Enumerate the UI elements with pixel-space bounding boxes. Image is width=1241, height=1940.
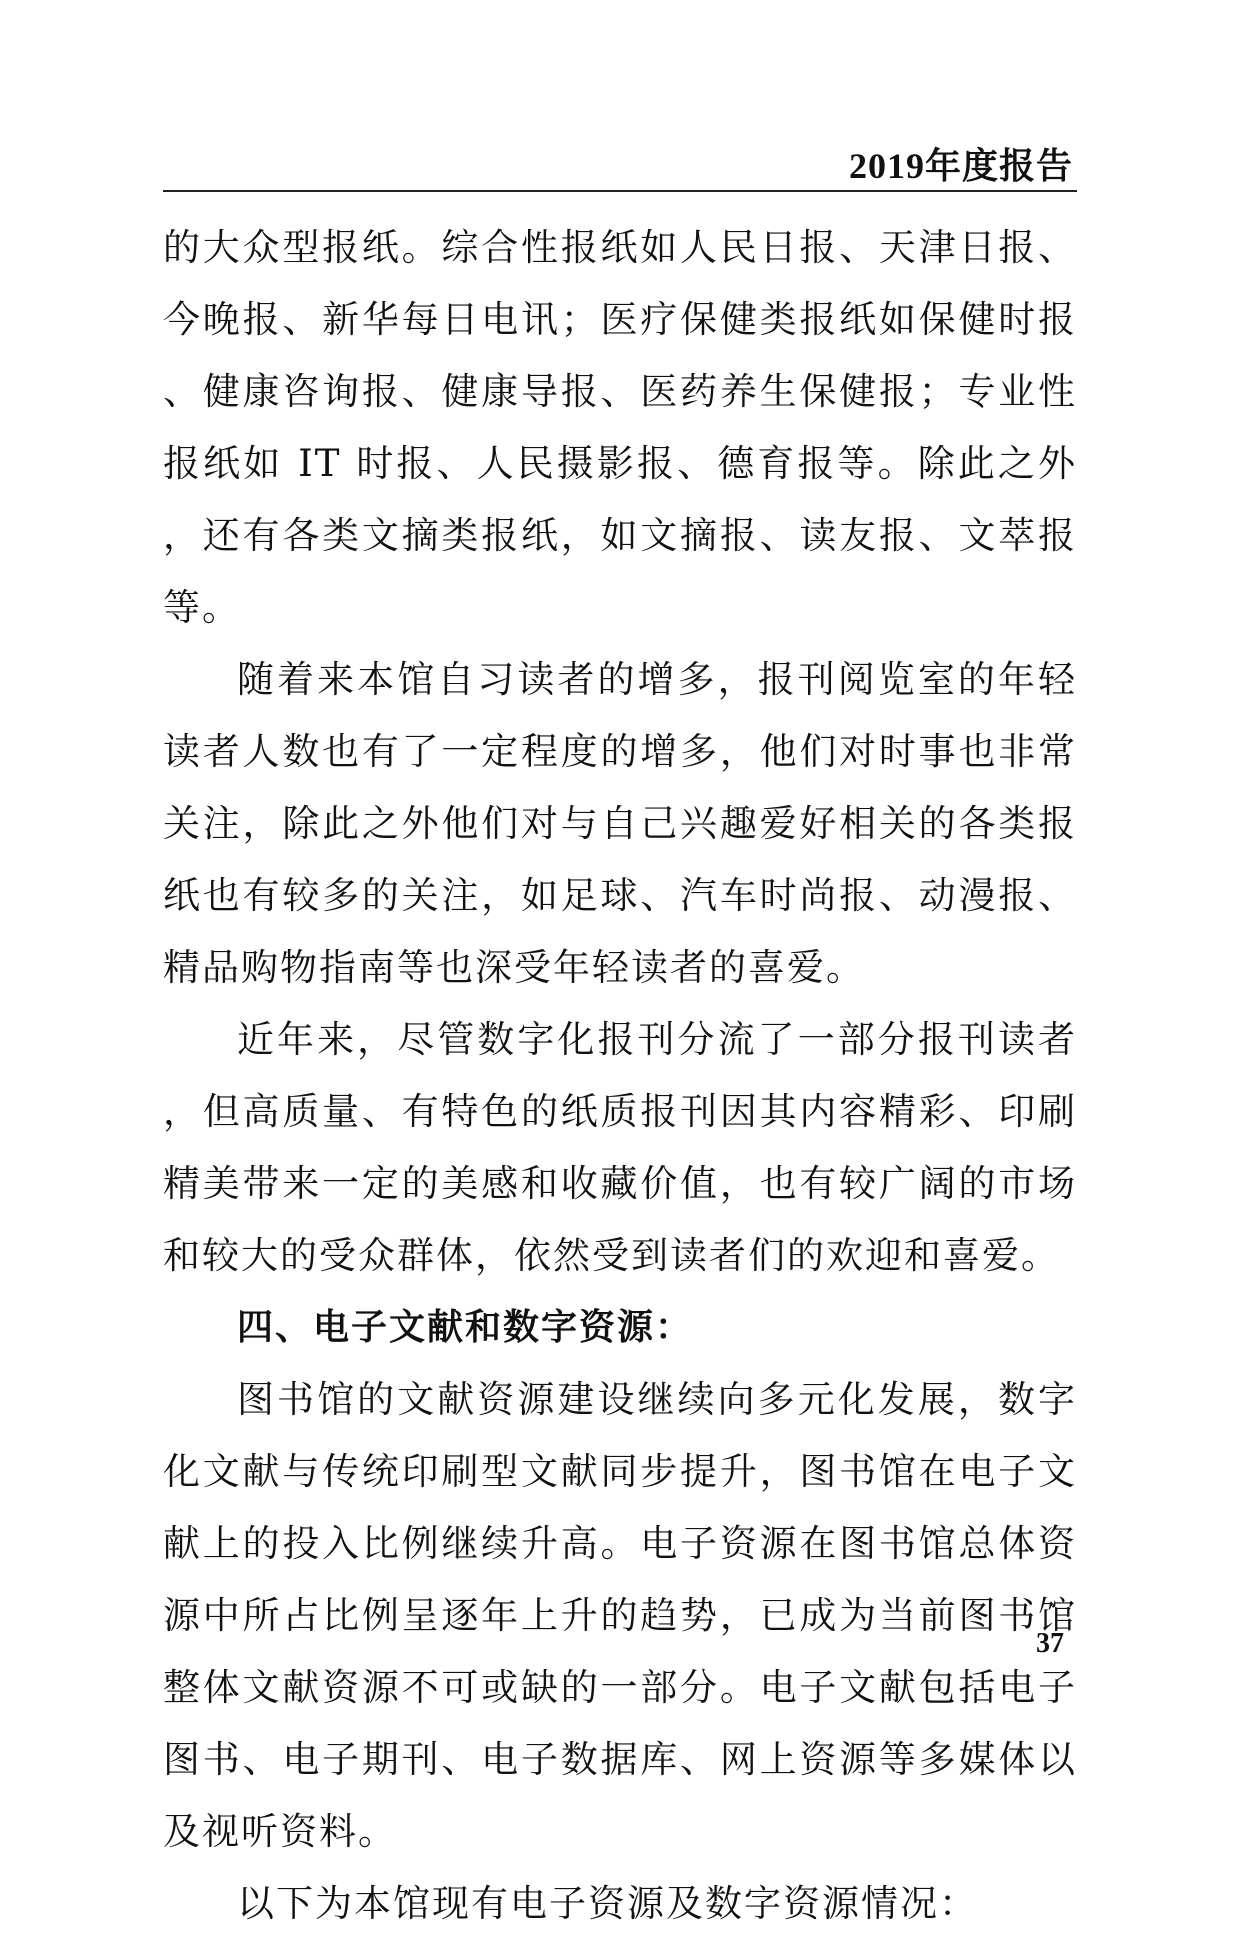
body-text <box>163 212 1077 1940</box>
paragraph-newspaper-types: 的大众型报纸。综合性报纸如人民日报、天津日报、今晚报、新华每日电讯；医疗保健类报纸如保健时报、健康咨询报、健康导报、医药养生保健报；专业性报纸如 IT 时报、人民摄影报、德育报等。除此之外，还有各类文摘类报纸，如文摘报、读友报、文萃报等。 <box>163 226 1077 629</box>
page-number: 37 <box>1036 1628 1064 1659</box>
paragraph-digital-resources: 图书馆的文献资源建设继续向多元化发展，数字化文献与传统印刷型文献同步提升，图书馆在电子文献上的投入比例继续升高。电子资源在图书馆总体资源中所占比例呈逐年上升的趋势，已成为当前图书馆整体文献资源不可或缺的一部分。电子文献包括电子图书、电子期刊、电子数据库、网上资源等多媒体以及视听资料。 <box>163 1378 1077 1853</box>
section-heading-digital-resources: 四、电子文献和数字资源： <box>237 1307 694 1348</box>
paragraph-print-value: 近年来，尽管数字化报刊分流了一部分报刊读者，但高质量、有特色的纸质报刊因其内容精彩、印刷精美带来一定的美感和收藏价值，也有较广阔的市场和较大的受众群体，依然受到读者们的欢迎和喜爱。 <box>163 1018 1077 1277</box>
page-header <box>163 130 1077 192</box>
paragraph-resource-list-intro: 以下为本馆现有电子资源及数字资源情况： <box>237 1882 978 1925</box>
paragraph-young-readers: 随着来本馆自习读者的增多，报刊阅览室的年轻读者人数也有了一定程度的增多，他们对时事也非常关注，除此之外他们对与自己兴趣爱好相关的各类报纸也有较多的关注，如足球、汽车时尚报、动漫报、精品购物指南等也深受年轻读者的喜爱。 <box>163 658 1077 989</box>
report-title: 2019年度报告 <box>848 146 1073 186</box>
